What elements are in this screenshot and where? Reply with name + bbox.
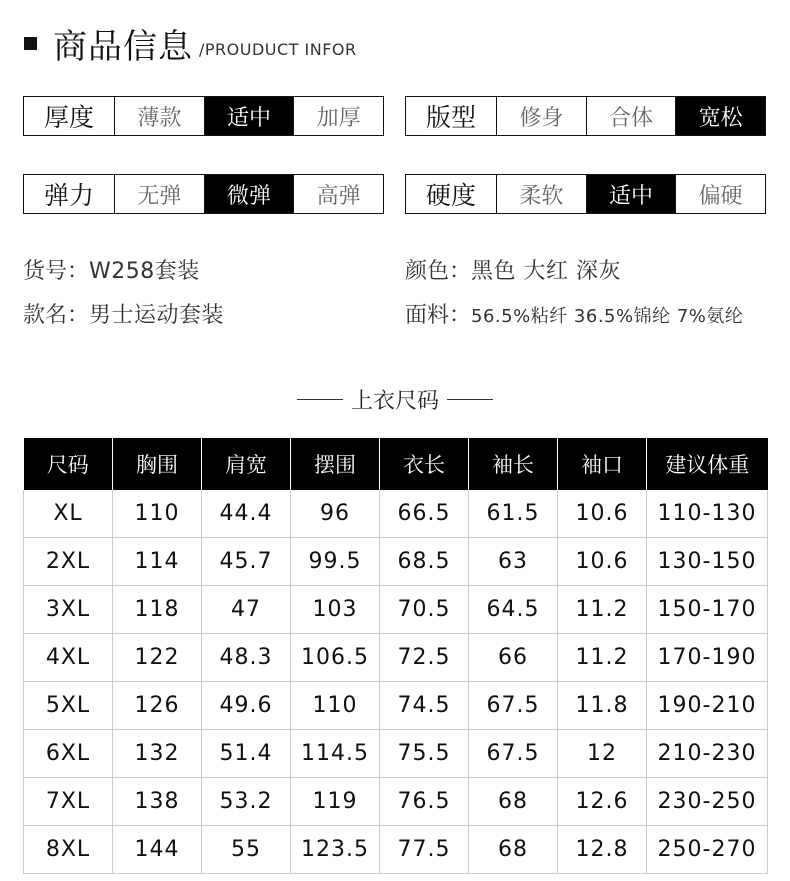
table-cell: 75.5: [380, 730, 469, 778]
option-loose: 宽松: [676, 97, 765, 135]
table-cell: 110-130: [647, 490, 768, 538]
table-cell: 11.2: [558, 634, 647, 682]
style-name-label: 款名：: [23, 303, 90, 328]
column-header: 袖长: [469, 438, 558, 490]
table-cell: 68: [469, 778, 558, 826]
table-row: [24, 682, 768, 730]
table-cell: 118: [113, 586, 202, 634]
colors-label: 颜色：: [405, 259, 472, 284]
table-cell: 144: [113, 826, 202, 874]
table-cell: 67.5: [469, 682, 558, 730]
table-cell: 10.6: [558, 490, 647, 538]
colors-value: 黑色 大红 深灰: [471, 259, 622, 284]
table-cell: 67.5: [469, 730, 558, 778]
attribute-label: 厚度: [24, 97, 115, 135]
column-header: 尺码: [24, 438, 113, 490]
section-header: [24, 18, 357, 68]
column-header: 袖口: [558, 438, 647, 490]
option-slight-stretch: 微弹: [205, 175, 295, 213]
table-header-row: [24, 438, 768, 490]
table-cell: 49.6: [202, 682, 291, 730]
attribute-label: 弹力: [24, 175, 115, 213]
option-medium: 适中: [205, 97, 295, 135]
table-cell: 64.5: [469, 586, 558, 634]
option-thin: 薄款: [115, 97, 205, 135]
table-cell: 3XL: [24, 586, 113, 634]
table-cell: 51.4: [202, 730, 291, 778]
table-cell: 114: [113, 538, 202, 586]
style-name: [23, 298, 224, 329]
table-cell: 66: [469, 634, 558, 682]
column-header: 衣长: [380, 438, 469, 490]
table-row: [24, 586, 768, 634]
table-cell: 4XL: [24, 634, 113, 682]
attribute-hardness: [405, 174, 766, 214]
table-cell: 55: [202, 826, 291, 874]
table-cell: 170-190: [647, 634, 768, 682]
fabric-value: 56.5%粘纤 36.5%锦纶 7%氨纶: [471, 306, 744, 327]
table-row: [24, 730, 768, 778]
table-cell: 10.6: [558, 538, 647, 586]
option-medium: 适中: [587, 175, 677, 213]
table-cell: XL: [24, 490, 113, 538]
table-cell: 48.3: [202, 634, 291, 682]
table-cell: 132: [113, 730, 202, 778]
table-cell: 190-210: [647, 682, 768, 730]
style-name-value: 男士运动套装: [89, 303, 225, 328]
size-table: [23, 438, 768, 874]
size-section-title: [0, 384, 790, 415]
table-row: [24, 826, 768, 874]
attribute-thickness: [23, 96, 384, 136]
table-cell: 138: [113, 778, 202, 826]
table-cell: 2XL: [24, 538, 113, 586]
divider: [297, 399, 343, 400]
table-cell: 47: [202, 586, 291, 634]
table-row: [24, 490, 768, 538]
table-cell: 7XL: [24, 778, 113, 826]
table-cell: 150-170: [647, 586, 768, 634]
table-cell: 114.5: [291, 730, 380, 778]
table-cell: 126: [113, 682, 202, 730]
table-cell: 99.5: [291, 538, 380, 586]
table-cell: 12.8: [558, 826, 647, 874]
table-cell: 106.5: [291, 634, 380, 682]
table-cell: 110: [113, 490, 202, 538]
attribute-label: 版型: [406, 97, 497, 135]
option-high-stretch: 高弹: [316, 183, 361, 209]
option-no-stretch: 无弹: [115, 175, 205, 213]
table-cell: 6XL: [24, 730, 113, 778]
table-cell: 63: [469, 538, 558, 586]
table-cell: 123.5: [291, 826, 380, 874]
table-cell: 250-270: [647, 826, 768, 874]
table-cell: 74.5: [380, 682, 469, 730]
table-cell: 44.4: [202, 490, 291, 538]
table-cell: 230-250: [647, 778, 768, 826]
table-cell: 119: [291, 778, 380, 826]
table-cell: 122: [113, 634, 202, 682]
table-cell: 66.5: [380, 490, 469, 538]
table-cell: 61.5: [469, 490, 558, 538]
item-number: [23, 254, 200, 285]
fabric: [405, 298, 743, 329]
divider: [447, 399, 493, 400]
column-header: 肩宽: [202, 438, 291, 490]
item-number-value: W258套装: [89, 259, 200, 284]
table-row: [24, 778, 768, 826]
attribute-fit: [405, 96, 766, 136]
square-bullet-icon: [24, 37, 37, 50]
table-cell: 45.7: [202, 538, 291, 586]
table-cell: 68: [469, 826, 558, 874]
table-cell: 103: [291, 586, 380, 634]
table-cell: 12: [558, 730, 647, 778]
option-soft: 柔软: [497, 175, 587, 213]
table-cell: 11.8: [558, 682, 647, 730]
item-number-label: 货号：: [23, 259, 90, 284]
option-stiff: 偏硬: [698, 183, 743, 209]
table-cell: 8XL: [24, 826, 113, 874]
page-subtitle: /PROUDUCT INFOR: [199, 39, 357, 59]
table-row: [24, 634, 768, 682]
table-cell: 11.2: [558, 586, 647, 634]
column-header: 摆围: [291, 438, 380, 490]
table-cell: 53.2: [202, 778, 291, 826]
option-regular: 合体: [587, 97, 677, 135]
column-header: 胸围: [113, 438, 202, 490]
attribute-label: 硬度: [406, 175, 497, 213]
table-cell: 130-150: [647, 538, 768, 586]
option-thick: 加厚: [316, 105, 361, 131]
option-slim: 修身: [497, 97, 587, 135]
table-cell: 68.5: [380, 538, 469, 586]
table-cell: 12.6: [558, 778, 647, 826]
table-cell: 5XL: [24, 682, 113, 730]
column-header: 建议体重: [647, 438, 768, 490]
table-cell: 210-230: [647, 730, 768, 778]
size-section-label: 上衣尺码: [350, 389, 439, 414]
page-title: 商品信息: [53, 26, 193, 67]
table-cell: 70.5: [380, 586, 469, 634]
table-cell: 96: [291, 490, 380, 538]
table-cell: 72.5: [380, 634, 469, 682]
table-cell: 76.5: [380, 778, 469, 826]
table-row: [24, 538, 768, 586]
colors: [405, 254, 621, 285]
table-cell: 110: [291, 682, 380, 730]
attribute-elasticity: [23, 174, 384, 214]
fabric-label: 面料：: [405, 303, 472, 328]
table-cell: 77.5: [380, 826, 469, 874]
